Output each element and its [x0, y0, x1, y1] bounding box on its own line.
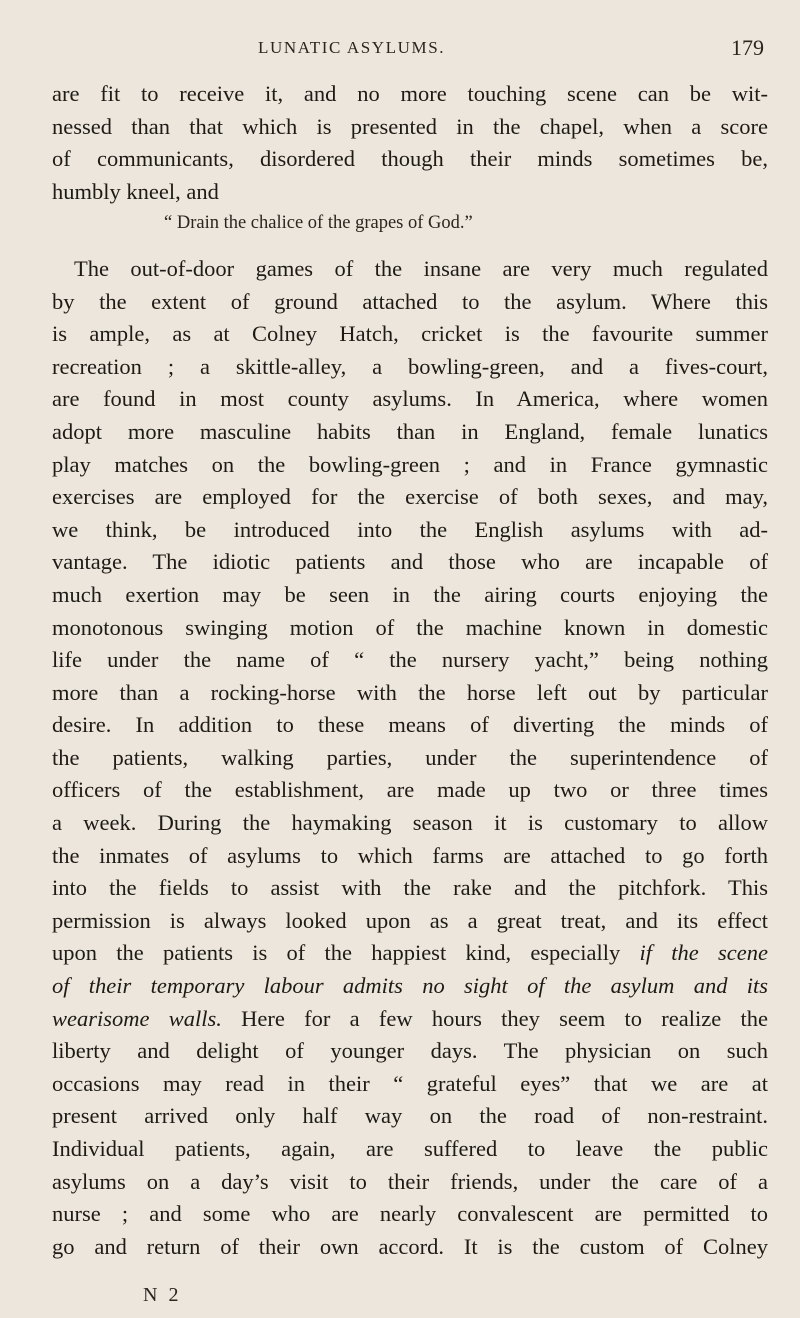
text-line: humbly kneel, and	[52, 178, 219, 204]
text-line: recreation ; a skittle-alley, a bowling-green, and a fives-court,	[52, 353, 768, 379]
text-line: liberty and delight of younger days. The physician on such	[52, 1038, 768, 1064]
text-line: by the extent of ground attached to the asylum. Where this	[52, 288, 768, 314]
block-quote: “ Drain the chalice of the grapes of God.”	[164, 213, 473, 234]
text-line-mixed	[52, 1003, 768, 1036]
text-line: desire. In addition to these means of diverting the minds of	[52, 712, 768, 738]
text-line: go and return of their own accord. It is the custom of Colney	[52, 1233, 768, 1259]
running-title: LUNATIC ASYLUMS.	[258, 38, 446, 57]
text-line: officers of the establishment, are made up two or three times	[52, 777, 768, 803]
text-run: Here for a few hours they seem to realize the	[221, 1005, 768, 1031]
text-line: life under the name of “ the nursery yacht,” being nothing	[52, 647, 768, 673]
text-line: nessed than that which is presented in the chapel, when a score	[52, 113, 768, 139]
text-line: a week. During the haymaking season it is customary to allow	[52, 810, 768, 836]
text-line: we think, be introduced into the English asylums with ad-	[52, 516, 768, 542]
text-line: permission is always looked upon as a great treat, and its effect	[52, 907, 768, 933]
text-line: are fit to receive it, and no more touching scene can be wit-	[52, 81, 768, 106]
text-line: into the fields to assist with the rake and the pitchfork. This	[52, 875, 768, 901]
signature-mark: N 2	[143, 1284, 182, 1306]
text-line: play matches on the bowling-green ; and in France gymnastic	[52, 451, 768, 477]
running-head	[0, 35, 800, 64]
text-line: exercises are employed for the exercise of both sexes, and may,	[52, 484, 768, 510]
text-line: the patients, walking parties, under the superintendence of	[52, 744, 768, 770]
italic-text-run: if the scene	[639, 940, 768, 966]
italic-text-run: wearisome walls.	[52, 1005, 222, 1031]
text-line: monotonous swinging motion of the machine known in domestic	[52, 614, 768, 640]
text-line-mixed	[52, 937, 768, 970]
text-line: of communicants, disordered though their minds sometimes be,	[52, 146, 768, 172]
text-line: Individual patients, again, are suffered to leave the public	[52, 1136, 768, 1161]
text-line: adopt more masculine habits than in England, female lunatics	[52, 418, 768, 444]
text-line: nurse ; and some who are nearly convalescent are permitted to	[52, 1201, 768, 1227]
text-line: is ample, as at Colney Hatch, cricket is the favourite summer	[52, 321, 768, 347]
italic-text-line: of their temporary labour admits no sight of the asylum and its	[52, 973, 768, 999]
text-line: much exertion may be seen in the airing courts enjoying the	[52, 581, 768, 607]
paragraph-gap	[52, 241, 768, 253]
text-run: upon the patients is of the happiest kind, especially	[52, 940, 640, 966]
text-line: present arrived only half way on the road of non-restraint.	[52, 1103, 768, 1129]
text-line: more than a rocking-horse with the horse left out by particular	[52, 679, 768, 705]
body-text	[52, 78, 768, 1263]
text-line: asylums on a day’s visit to their friends, under the care of a	[52, 1168, 768, 1194]
text-line: are found in most county asylums. In America, where women	[52, 386, 768, 412]
text-line: occasions may read in their “ grateful eyes” that we are at	[52, 1070, 768, 1096]
page-number: 179	[731, 35, 764, 60]
text-line: vantage. The idiotic patients and those who are incapable of	[52, 549, 768, 575]
text-line: the inmates of asylums to which farms are attached to go forth	[52, 842, 768, 868]
text-line: The out-of-door games of the insane are very much regulated	[74, 255, 768, 281]
